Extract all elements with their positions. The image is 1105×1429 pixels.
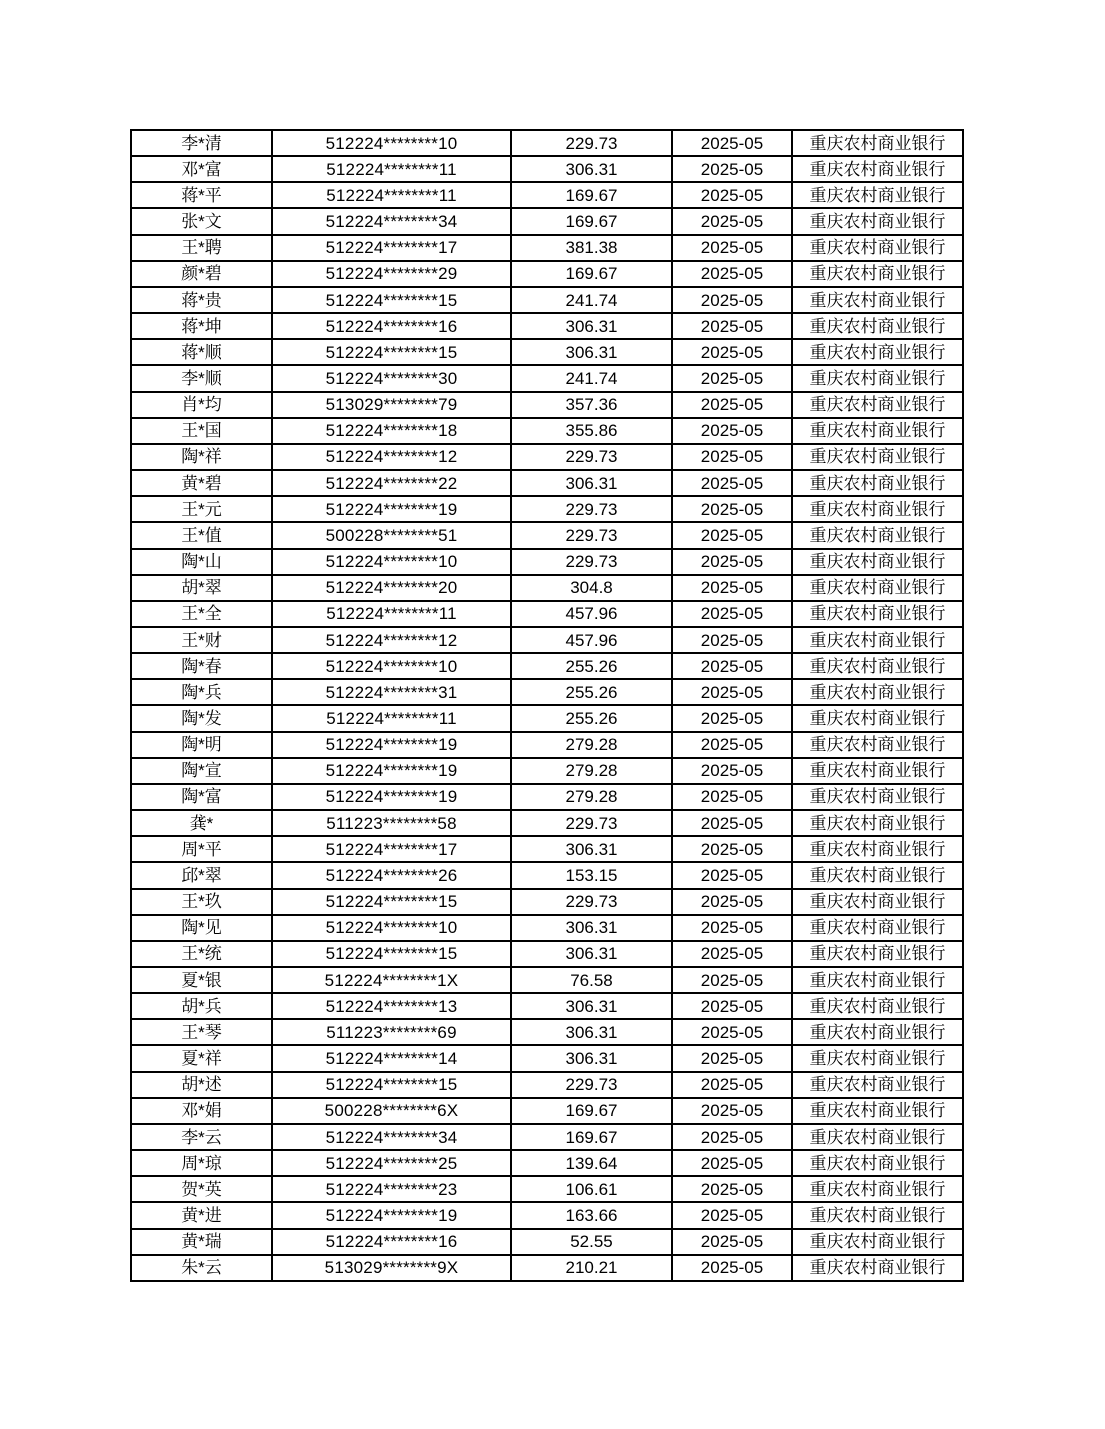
table-row (131, 627, 963, 653)
name-cell: 蒋*坤 (131, 313, 272, 339)
id-cell: 512224********1X (272, 967, 511, 993)
id-cell: 512224********15 (272, 339, 511, 365)
id-cell: 512224********13 (272, 993, 511, 1019)
name-cell: 胡*述 (131, 1072, 272, 1098)
amount-cell: 229.73 (511, 889, 672, 915)
month-cell: 2025-05 (672, 182, 792, 208)
table-row (131, 261, 963, 287)
id-cell: 512224********29 (272, 261, 511, 287)
amount-cell: 306.31 (511, 339, 672, 365)
name-cell: 李*清 (131, 130, 272, 156)
id-cell: 512224********30 (272, 365, 511, 391)
amount-cell: 106.61 (511, 1176, 672, 1202)
name-cell: 蒋*平 (131, 182, 272, 208)
month-cell: 2025-05 (672, 784, 792, 810)
month-cell: 2025-05 (672, 444, 792, 470)
id-cell: 512224********10 (272, 653, 511, 679)
month-cell: 2025-05 (672, 418, 792, 444)
month-cell: 2025-05 (672, 1124, 792, 1150)
table-row (131, 522, 963, 548)
id-cell: 512224********20 (272, 575, 511, 601)
amount-cell: 306.31 (511, 313, 672, 339)
month-cell: 2025-05 (672, 261, 792, 287)
amount-cell: 241.74 (511, 287, 672, 313)
id-cell: 512224********19 (272, 758, 511, 784)
table-row (131, 287, 963, 313)
bank-cell: 重庆农村商业银行 (792, 392, 963, 418)
id-cell: 513029********79 (272, 392, 511, 418)
id-cell: 512224********31 (272, 679, 511, 705)
id-cell: 512224********15 (272, 941, 511, 967)
bank-cell: 重庆农村商业银行 (792, 1229, 963, 1255)
id-cell: 512224********10 (272, 549, 511, 575)
bank-cell: 重庆农村商业银行 (792, 208, 963, 234)
table-row (131, 418, 963, 444)
month-cell: 2025-05 (672, 287, 792, 313)
name-cell: 夏*银 (131, 967, 272, 993)
amount-cell: 163.66 (511, 1202, 672, 1228)
name-cell: 王*财 (131, 627, 272, 653)
amount-cell: 255.26 (511, 653, 672, 679)
id-cell: 512224********11 (272, 182, 511, 208)
month-cell: 2025-05 (672, 130, 792, 156)
id-cell: 512224********34 (272, 1124, 511, 1150)
month-cell: 2025-05 (672, 915, 792, 941)
name-cell: 陶*明 (131, 732, 272, 758)
bank-cell: 重庆农村商业银行 (792, 470, 963, 496)
month-cell: 2025-05 (672, 601, 792, 627)
name-cell: 蒋*顺 (131, 339, 272, 365)
amount-cell: 306.31 (511, 1045, 672, 1071)
id-cell: 512224********16 (272, 1229, 511, 1255)
id-cell: 512224********10 (272, 130, 511, 156)
month-cell: 2025-05 (672, 208, 792, 234)
month-cell: 2025-05 (672, 1150, 792, 1176)
table-row (131, 235, 963, 261)
amount-cell: 169.67 (511, 208, 672, 234)
name-cell: 黄*进 (131, 1202, 272, 1228)
name-cell: 黄*瑞 (131, 1229, 272, 1255)
bank-cell: 重庆农村商业银行 (792, 496, 963, 522)
bank-cell: 重庆农村商业银行 (792, 889, 963, 915)
amount-cell: 229.73 (511, 810, 672, 836)
table-row (131, 1150, 963, 1176)
month-cell: 2025-05 (672, 679, 792, 705)
month-cell: 2025-05 (672, 365, 792, 391)
bank-cell: 重庆农村商业银行 (792, 1176, 963, 1202)
table-row (131, 1072, 963, 1098)
table-row (131, 758, 963, 784)
id-cell: 500228********51 (272, 522, 511, 548)
bank-cell: 重庆农村商业银行 (792, 261, 963, 287)
id-cell: 513029********9X (272, 1255, 511, 1281)
amount-cell: 381.38 (511, 235, 672, 261)
id-cell: 512224********26 (272, 862, 511, 888)
table-row (131, 1124, 963, 1150)
month-cell: 2025-05 (672, 496, 792, 522)
id-cell: 512224********17 (272, 235, 511, 261)
id-cell: 512224********12 (272, 444, 511, 470)
amount-cell: 229.73 (511, 549, 672, 575)
table-row (131, 1176, 963, 1202)
table-row (131, 732, 963, 758)
id-cell: 512224********12 (272, 627, 511, 653)
bank-cell: 重庆农村商业银行 (792, 130, 963, 156)
amount-cell: 255.26 (511, 705, 672, 731)
month-cell: 2025-05 (672, 889, 792, 915)
table-row (131, 470, 963, 496)
bank-cell: 重庆农村商业银行 (792, 810, 963, 836)
month-cell: 2025-05 (672, 810, 792, 836)
table-row (131, 1255, 963, 1281)
id-cell: 512224********15 (272, 1072, 511, 1098)
amount-cell: 355.86 (511, 418, 672, 444)
month-cell: 2025-05 (672, 1019, 792, 1045)
bank-cell: 重庆农村商业银行 (792, 601, 963, 627)
month-cell: 2025-05 (672, 1045, 792, 1071)
id-cell: 500228********6X (272, 1098, 511, 1124)
amount-cell: 169.67 (511, 261, 672, 287)
month-cell: 2025-05 (672, 339, 792, 365)
id-cell: 512224********15 (272, 889, 511, 915)
table-row (131, 1098, 963, 1124)
month-cell: 2025-05 (672, 758, 792, 784)
id-cell: 511223********69 (272, 1019, 511, 1045)
table-row (131, 679, 963, 705)
month-cell: 2025-05 (672, 705, 792, 731)
amount-cell: 229.73 (511, 522, 672, 548)
amount-cell: 306.31 (511, 915, 672, 941)
table-row (131, 339, 963, 365)
bank-cell: 重庆农村商业银行 (792, 418, 963, 444)
month-cell: 2025-05 (672, 993, 792, 1019)
name-cell: 王*统 (131, 941, 272, 967)
name-cell: 周*平 (131, 836, 272, 862)
amount-cell: 457.96 (511, 601, 672, 627)
amount-cell: 279.28 (511, 784, 672, 810)
bank-cell: 重庆农村商业银行 (792, 679, 963, 705)
table-row (131, 182, 963, 208)
amount-cell: 169.67 (511, 1098, 672, 1124)
name-cell: 陶*发 (131, 705, 272, 731)
bank-cell: 重庆农村商业银行 (792, 758, 963, 784)
name-cell: 邓*娟 (131, 1098, 272, 1124)
name-cell: 李*云 (131, 1124, 272, 1150)
table-row (131, 601, 963, 627)
amount-cell: 229.73 (511, 1072, 672, 1098)
bank-cell: 重庆农村商业银行 (792, 156, 963, 182)
id-cell: 512224********10 (272, 915, 511, 941)
bank-cell: 重庆农村商业银行 (792, 444, 963, 470)
bank-cell: 重庆农村商业银行 (792, 575, 963, 601)
amount-cell: 169.67 (511, 1124, 672, 1150)
name-cell: 王*全 (131, 601, 272, 627)
id-cell: 512224********19 (272, 496, 511, 522)
id-cell: 512224********23 (272, 1176, 511, 1202)
table-row (131, 810, 963, 836)
amount-cell: 210.21 (511, 1255, 672, 1281)
name-cell: 陶*兵 (131, 679, 272, 705)
amount-cell: 357.36 (511, 392, 672, 418)
amount-cell: 153.15 (511, 862, 672, 888)
amount-cell: 306.31 (511, 470, 672, 496)
amount-cell: 306.31 (511, 836, 672, 862)
month-cell: 2025-05 (672, 470, 792, 496)
table-row (131, 836, 963, 862)
name-cell: 李*顺 (131, 365, 272, 391)
month-cell: 2025-05 (672, 1176, 792, 1202)
month-cell: 2025-05 (672, 1255, 792, 1281)
name-cell: 陶*富 (131, 784, 272, 810)
bank-cell: 重庆农村商业银行 (792, 1124, 963, 1150)
bank-cell: 重庆农村商业银行 (792, 627, 963, 653)
bank-cell: 重庆农村商业银行 (792, 313, 963, 339)
id-cell: 512224********11 (272, 601, 511, 627)
month-cell: 2025-05 (672, 392, 792, 418)
name-cell: 龚* (131, 810, 272, 836)
bank-cell: 重庆农村商业银行 (792, 915, 963, 941)
amount-cell: 279.28 (511, 758, 672, 784)
table-row (131, 993, 963, 1019)
payment-table (130, 129, 964, 1282)
table-row (131, 1229, 963, 1255)
id-cell: 512224********22 (272, 470, 511, 496)
amount-cell: 306.31 (511, 941, 672, 967)
month-cell: 2025-05 (672, 1072, 792, 1098)
amount-cell: 255.26 (511, 679, 672, 705)
id-cell: 512224********16 (272, 313, 511, 339)
table-row (131, 392, 963, 418)
amount-cell: 279.28 (511, 732, 672, 758)
amount-cell: 457.96 (511, 627, 672, 653)
month-cell: 2025-05 (672, 1098, 792, 1124)
name-cell: 邱*翠 (131, 862, 272, 888)
name-cell: 颜*碧 (131, 261, 272, 287)
bank-cell: 重庆农村商业银行 (792, 862, 963, 888)
bank-cell: 重庆农村商业银行 (792, 967, 963, 993)
table-row (131, 1019, 963, 1045)
name-cell: 王*元 (131, 496, 272, 522)
month-cell: 2025-05 (672, 836, 792, 862)
id-cell: 512224********18 (272, 418, 511, 444)
bank-cell: 重庆农村商业银行 (792, 1255, 963, 1281)
id-cell: 512224********25 (272, 1150, 511, 1176)
month-cell: 2025-05 (672, 235, 792, 261)
bank-cell: 重庆农村商业银行 (792, 339, 963, 365)
bank-cell: 重庆农村商业银行 (792, 287, 963, 313)
amount-cell: 139.64 (511, 1150, 672, 1176)
month-cell: 2025-05 (672, 941, 792, 967)
month-cell: 2025-05 (672, 967, 792, 993)
bank-cell: 重庆农村商业银行 (792, 235, 963, 261)
name-cell: 王*国 (131, 418, 272, 444)
id-cell: 512224********34 (272, 208, 511, 234)
name-cell: 胡*翠 (131, 575, 272, 601)
name-cell: 蒋*贵 (131, 287, 272, 313)
name-cell: 陶*宣 (131, 758, 272, 784)
bank-cell: 重庆农村商业银行 (792, 784, 963, 810)
amount-cell: 229.73 (511, 444, 672, 470)
name-cell: 肖*均 (131, 392, 272, 418)
month-cell: 2025-05 (672, 156, 792, 182)
name-cell: 王*琴 (131, 1019, 272, 1045)
table-row (131, 889, 963, 915)
month-cell: 2025-05 (672, 862, 792, 888)
table-row (131, 653, 963, 679)
name-cell: 胡*兵 (131, 993, 272, 1019)
bank-cell: 重庆农村商业银行 (792, 1019, 963, 1045)
id-cell: 511223********58 (272, 810, 511, 836)
bank-cell: 重庆农村商业银行 (792, 836, 963, 862)
bank-cell: 重庆农村商业银行 (792, 1202, 963, 1228)
table-row (131, 862, 963, 888)
name-cell: 陶*山 (131, 549, 272, 575)
name-cell: 王*值 (131, 522, 272, 548)
table-row (131, 967, 963, 993)
month-cell: 2025-05 (672, 627, 792, 653)
table-row (131, 313, 963, 339)
table-row (131, 365, 963, 391)
bank-cell: 重庆农村商业银行 (792, 549, 963, 575)
table-row (131, 130, 963, 156)
amount-cell: 76.58 (511, 967, 672, 993)
table-body (131, 130, 963, 1281)
name-cell: 张*文 (131, 208, 272, 234)
bank-cell: 重庆农村商业银行 (792, 993, 963, 1019)
bank-cell: 重庆农村商业银行 (792, 705, 963, 731)
amount-cell: 304.8 (511, 575, 672, 601)
amount-cell: 306.31 (511, 993, 672, 1019)
id-cell: 512224********19 (272, 732, 511, 758)
name-cell: 王*玖 (131, 889, 272, 915)
table-row (131, 784, 963, 810)
bank-cell: 重庆农村商业银行 (792, 1045, 963, 1071)
table-row (131, 496, 963, 522)
bank-cell: 重庆农村商业银行 (792, 941, 963, 967)
month-cell: 2025-05 (672, 313, 792, 339)
bank-cell: 重庆农村商业银行 (792, 732, 963, 758)
month-cell: 2025-05 (672, 653, 792, 679)
bank-cell: 重庆农村商业银行 (792, 522, 963, 548)
name-cell: 陶*祥 (131, 444, 272, 470)
month-cell: 2025-05 (672, 1202, 792, 1228)
amount-cell: 169.67 (511, 182, 672, 208)
id-cell: 512224********19 (272, 784, 511, 810)
id-cell: 512224********11 (272, 156, 511, 182)
id-cell: 512224********14 (272, 1045, 511, 1071)
bank-cell: 重庆农村商业银行 (792, 365, 963, 391)
name-cell: 邓*富 (131, 156, 272, 182)
amount-cell: 241.74 (511, 365, 672, 391)
month-cell: 2025-05 (672, 575, 792, 601)
id-cell: 512224********15 (272, 287, 511, 313)
table-row (131, 915, 963, 941)
month-cell: 2025-05 (672, 522, 792, 548)
amount-cell: 229.73 (511, 496, 672, 522)
amount-cell: 52.55 (511, 1229, 672, 1255)
name-cell: 朱*云 (131, 1255, 272, 1281)
table-row (131, 156, 963, 182)
name-cell: 周*琼 (131, 1150, 272, 1176)
table-row (131, 549, 963, 575)
amount-cell: 306.31 (511, 1019, 672, 1045)
id-cell: 512224********19 (272, 1202, 511, 1228)
table-row (131, 575, 963, 601)
table-row (131, 444, 963, 470)
table-row (131, 208, 963, 234)
month-cell: 2025-05 (672, 1229, 792, 1255)
table-row (131, 1045, 963, 1071)
month-cell: 2025-05 (672, 549, 792, 575)
name-cell: 夏*祥 (131, 1045, 272, 1071)
name-cell: 陶*春 (131, 653, 272, 679)
name-cell: 陶*见 (131, 915, 272, 941)
id-cell: 512224********11 (272, 705, 511, 731)
name-cell: 王*聘 (131, 235, 272, 261)
bank-cell: 重庆农村商业银行 (792, 1098, 963, 1124)
bank-cell: 重庆农村商业银行 (792, 653, 963, 679)
name-cell: 黄*碧 (131, 470, 272, 496)
name-cell: 贺*英 (131, 1176, 272, 1202)
bank-cell: 重庆农村商业银行 (792, 1150, 963, 1176)
amount-cell: 229.73 (511, 130, 672, 156)
bank-cell: 重庆农村商业银行 (792, 182, 963, 208)
month-cell: 2025-05 (672, 732, 792, 758)
table-row (131, 705, 963, 731)
table-row (131, 1202, 963, 1228)
amount-cell: 306.31 (511, 156, 672, 182)
id-cell: 512224********17 (272, 836, 511, 862)
bank-cell: 重庆农村商业银行 (792, 1072, 963, 1098)
table-row (131, 941, 963, 967)
